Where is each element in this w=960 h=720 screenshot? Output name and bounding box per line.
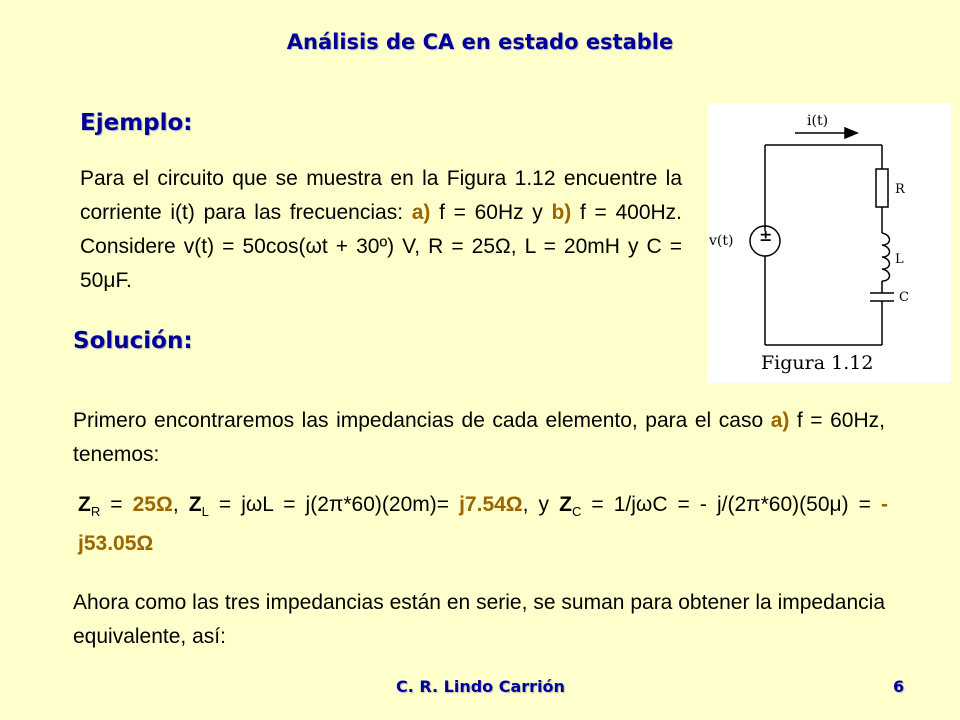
zr-subscript: R: [90, 504, 101, 520]
zl-subscript: L: [201, 504, 209, 520]
footer-author: C. R. Lindo Carrión: [396, 677, 565, 696]
conclusion-paragraph: Ahora como las tres impedancias están en serie, se suman para obtener la impedancia equivalente, así:: [73, 591, 885, 648]
zl-expression: = jωL = j(2π*60)(20m)=: [208, 493, 460, 516]
problem-text-3: f = 400Hz. Considere v(t) = 50cos(ωt + 30º) V, R = 25Ω, L = 20mH y C = 50μF.: [80, 201, 683, 292]
intro-text-1: Primero encontraremos las impedancias de cada elemento, para el caso: [73, 409, 771, 432]
label-b: b): [551, 201, 572, 224]
figure-source-label: v(t): [709, 233, 734, 249]
zr-value: 25Ω: [132, 493, 173, 516]
problem-text-1: Para el circuito que se muestra en la Figura 1.12 encuentre la corriente i(t) para las frecuencias:: [80, 167, 682, 224]
solution-heading: Solución:: [73, 328, 193, 354]
figure-c-label: C: [899, 290, 909, 305]
example-heading: Ejemplo:: [80, 110, 193, 136]
zc-subscript: C: [571, 504, 582, 520]
figure-current-label: i(t): [807, 113, 829, 129]
figure-r-label: R: [895, 182, 905, 197]
circuit-figure: [707, 103, 951, 383]
zl-symbol: Z: [188, 493, 202, 516]
zl-prefix: ,: [172, 493, 189, 516]
intro-text-2: f = 60Hz, tenemos:: [73, 409, 885, 466]
zc-expression-1: = 1/jωC = -: [581, 493, 707, 516]
zc-expression-2: j/(2π*60)(50μ) =: [716, 493, 881, 516]
zc-value: -j53.05Ω: [78, 493, 888, 556]
problem-statement: [80, 162, 682, 298]
zc-symbol: Z: [559, 493, 572, 516]
label-a: a): [411, 201, 431, 224]
circuit-diagram: [707, 103, 951, 383]
zr-equals: =: [100, 493, 133, 516]
zr-symbol: Z: [78, 493, 91, 516]
problem-text-2: f = 60Hz y: [430, 201, 552, 224]
figure-l-label: L: [895, 252, 904, 267]
figure-caption: Figura 1.12: [761, 352, 874, 374]
slide-title: Análisis de CA en estado estable: [286, 30, 674, 54]
svg-text:±: ±: [759, 226, 773, 245]
zc-prefix: , y: [522, 493, 560, 516]
footer-page-number: 6: [893, 677, 905, 696]
intro-paragraph: [73, 404, 885, 472]
intro-label-a: a): [770, 409, 790, 432]
zl-value: j7.54Ω: [459, 493, 523, 516]
impedance-equations: [78, 489, 888, 560]
